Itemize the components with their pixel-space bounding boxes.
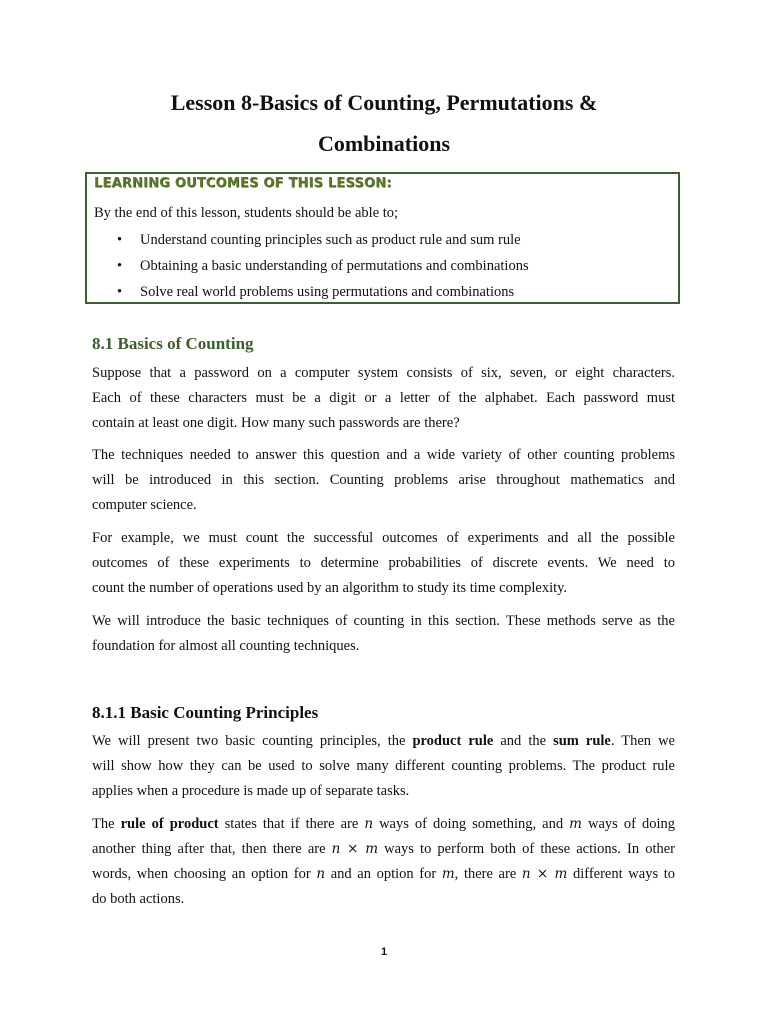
paragraph-line: contain at least one digit. How many such passwords are there? bbox=[92, 415, 460, 431]
bullet-icon: • bbox=[117, 258, 123, 274]
text-run: . Then we bbox=[610, 733, 675, 749]
paragraph-rule-of-product bbox=[92, 812, 675, 912]
paragraph-line: do both actions. bbox=[92, 891, 185, 907]
paragraph-line: Each of these characters must be a digit or a letter of the alphabet. Each password must bbox=[92, 390, 675, 406]
learning-outcomes-intro: By the end of this lesson, students should be able to; bbox=[94, 205, 399, 221]
list-item-text: Solve real world problems using permutations and combinations bbox=[140, 284, 515, 300]
list-item-text: Understand counting principles such as product rule and sum rule bbox=[140, 232, 521, 248]
paragraph-line: will be introduced in this section. Counting problems arise throughout mathematics and bbox=[92, 472, 675, 488]
paragraph-example bbox=[92, 526, 675, 601]
list-item-text: Obtaining a basic understanding of permutations and combinations bbox=[140, 258, 529, 274]
paragraph-line: will show how they can be used to solve many different counting problems. The product rule bbox=[92, 758, 675, 774]
learning-outcomes-list bbox=[87, 230, 529, 308]
text-run: words, when choosing an option for bbox=[92, 866, 317, 882]
list-item bbox=[87, 256, 529, 282]
term-rule-of-product: rule of product bbox=[120, 816, 219, 832]
page-number: 1 bbox=[380, 946, 388, 958]
list-item bbox=[87, 230, 529, 256]
paragraph-line: outcomes of these experiments to determine probabilities of discrete events. We need to bbox=[92, 555, 675, 571]
bullet-icon: • bbox=[117, 232, 123, 248]
section-heading-8-1: 8.1 Basics of Counting bbox=[92, 334, 254, 353]
paragraph-line: Suppose that a password on a computer system consists of six, seven, or eight characters. bbox=[92, 365, 675, 381]
term-product-rule: product rule bbox=[412, 733, 494, 749]
text-run: and an option for bbox=[325, 866, 442, 882]
paragraph-password-problem bbox=[92, 361, 675, 436]
text-run: , there are bbox=[454, 866, 522, 882]
paragraph-line: For example, we must count the successful outcomes of experiments and all the possible bbox=[92, 530, 675, 546]
learning-outcomes-heading: LEARNING OUTCOMES OF THIS LESSON: bbox=[94, 176, 392, 191]
text-run: ways of doing something, and bbox=[373, 816, 570, 832]
math-variable-n: n bbox=[364, 816, 374, 832]
paragraph-line: We will introduce the basic techniques of counting in this section. These methods serve as the bbox=[92, 613, 675, 629]
paragraph-line: computer science. bbox=[92, 497, 197, 513]
learning-outcomes-box bbox=[85, 172, 680, 304]
text-run: The bbox=[92, 816, 121, 832]
paragraph-techniques bbox=[92, 443, 675, 518]
text-run: We will present two basic counting principles, the bbox=[92, 733, 413, 749]
math-variable-n: n bbox=[316, 866, 326, 882]
math-expression: n × m bbox=[521, 866, 568, 882]
paragraph-introduction bbox=[92, 609, 675, 659]
paragraph-counting-principles bbox=[92, 729, 675, 804]
list-item bbox=[87, 282, 529, 308]
text-run: states that if there are bbox=[218, 816, 365, 832]
paragraph-line bbox=[92, 837, 675, 862]
math-variable-m: m bbox=[441, 866, 455, 882]
math-variable-m: m bbox=[569, 816, 582, 832]
bullet-icon: • bbox=[117, 284, 123, 300]
text-run: ways to perform both of these actions. In other bbox=[378, 841, 676, 857]
paragraph-line: The techniques needed to answer this question and a wide variety of other counting problems bbox=[92, 447, 675, 463]
text-run: and the bbox=[493, 733, 554, 749]
paragraph-line bbox=[92, 729, 675, 754]
subsection-heading-8-1-1: 8.1.1 Basic Counting Principles bbox=[92, 703, 319, 722]
term-sum-rule: sum rule bbox=[553, 733, 611, 749]
lesson-title-line-1: Lesson 8-Basics of Counting, Permutations & bbox=[170, 90, 598, 115]
paragraph-line bbox=[92, 812, 675, 837]
text-run: ways of doing bbox=[581, 816, 676, 832]
paragraph-line bbox=[92, 862, 675, 887]
paragraph-line: count the number of operations used by an algorithm to study its time complexity. bbox=[92, 580, 568, 596]
lesson-title-line-2: Combinations bbox=[317, 131, 451, 156]
paragraph-line: applies when a procedure is made up of separate tasks. bbox=[92, 783, 410, 799]
text-run: another thing after that, then there are bbox=[92, 841, 332, 857]
text-run: different ways to bbox=[567, 866, 676, 882]
paragraph-line: foundation for almost all counting techniques. bbox=[92, 638, 360, 654]
math-expression: n × m bbox=[331, 841, 379, 857]
